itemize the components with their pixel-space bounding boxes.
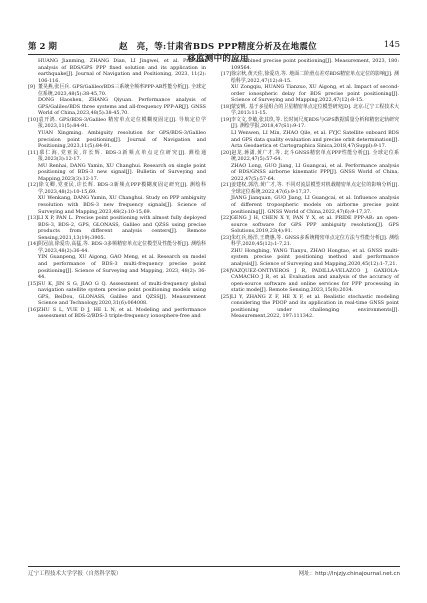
reference-text: ZHU Hongbing, YANG Tianyu, ZHAO Hongtao, et al. GNSS multi-system precise point positioning method and performance analysis[J]. Science of Surveying and Mapping,2020,45(12):1-7,21. bbox=[231, 247, 399, 267]
reference-entry bbox=[221, 235, 399, 248]
reference-text: 李文文,李敏,张其玖,等. 长时间尺度BDS与GPS数据质量分析和精密定轨研究[J]. 测绘学报,2018,47(S1):9-17. bbox=[231, 116, 399, 130]
reference-number: [23] bbox=[221, 234, 232, 241]
reference-text: DONG Haoshen, ZHANG Qiyuan. Performance analysis of GPS/Galileo/BDS three systems and all-frequency PPP-AR[J]. GNSS World of China,2023,48(5):38-45,70. bbox=[38, 97, 206, 117]
reference-text: GENG J H, CHEN X Y, PAN Y X, et al. PRIDE PPP-AR: an open-source software for GPS PPP ambiguity resolution[J]. GPS Solutions,2019,23(4):91. bbox=[231, 215, 399, 235]
reference-entry bbox=[221, 268, 399, 294]
reference-number: [16] bbox=[28, 306, 39, 313]
reference-text: HUANG Jianming, ZHANG Dian, LI Jingwei, et al. Precision analysis of BDS/GPS PPP fixed solution and its application in earthquake[J]. Journal of Navigation and Positioning, 2023, 11(2): 106-116. bbox=[38, 58, 206, 84]
reference-entry bbox=[221, 150, 399, 163]
running-title: 赵 亮，等:甘肃省BDS PPP精度分析及在地震位移监测中的应用 bbox=[119, 42, 317, 64]
reference-text: 蒙安帆. 基于多星组合的卫星精密单点定位模型研究[D]. 北京:辽宁工程技术大学,2013:11-15. bbox=[231, 103, 399, 117]
reference-text: 姜建权,郭浩,黄广才,等. 不同对流层模型对机载精密单点定位的影响分析[J]. 全球定位系统,2022,47(6):9-17,37. bbox=[231, 182, 399, 195]
reference-entry bbox=[28, 241, 206, 254]
reference-number: [17] bbox=[221, 71, 232, 78]
reference-number: [14] bbox=[28, 241, 39, 248]
reference-text: JIANG Jianquan, GUO Jiang, LI Guangcai, et al. Influence analysis of different tropospheric models on airborne precise point positioning[J]. GNSS World of China,2022,47(6):9-17,37. bbox=[231, 195, 399, 215]
reference-entry bbox=[28, 84, 206, 97]
reference-entry bbox=[28, 182, 206, 195]
reference-number: [11] bbox=[28, 149, 39, 156]
reference-text: YUAN Xingming. Ambiguity resolution for GPS/BDS-3/Galileo precision point positioning[J]. Journal of Navigation and Positioning,2023,11(5):84-91. bbox=[38, 130, 206, 150]
reference-text: 慕仁海,党亚民,许长辉. BDS-3新频点单点定位研究[J]. 测绘通报,2023(3):12-17. bbox=[38, 149, 206, 163]
reference-entry bbox=[28, 117, 206, 130]
reference-text: XU Wenkang, DANG Yamin, XU Changhui. Study on PPP ambiguity resolution with BDS-3 new frequency signals[J]. Science of Surveying and Mapping,2023,48(2):10-15,69. bbox=[38, 195, 206, 215]
reference-text: 董昊燕,张巨兵. GPS/Galileo/BDS三系统全频率PPP-AR性能分析[J]. 全球定位系统,2023,48(5):38-45,70. bbox=[38, 84, 206, 97]
reference-entry bbox=[221, 58, 399, 71]
reference-text: LI Y, ZHANG Z F, HE X F, et al. Realistic stochastic modeling considering the PDOP and its application in real-time GNSS point positioning under challenging environments[J]. Measurement,2022, 197:111342. bbox=[231, 293, 399, 320]
reference-entry bbox=[221, 117, 399, 130]
reference-number: [24] bbox=[221, 267, 232, 274]
reference-entry bbox=[28, 163, 206, 183]
reference-number: [9] bbox=[28, 84, 35, 91]
reference-entry bbox=[221, 163, 399, 183]
reference-text: 徐文卿,党亚民,许长辉. BDS-3新频点PPP模糊度固定研究[J]. 测绘科学,2023,48(2):10-15,69. bbox=[38, 182, 206, 195]
reference-text: YIN Guanpeng, XU Aigong, GAO Meng, et al. Research on model and performance of BDS-3 multi-frequency precise point positioning[J]. Science of Surveying and Mapping, 2023, 48(2): 36-44. bbox=[38, 254, 206, 281]
reference-entry bbox=[28, 281, 206, 307]
reference-text: VAZQUEZ-ONTIVEROS J R, PADILLA-VELAZCO J, GAXIOLA-CAMACHO J R, et al. Evaluation and analysis of the accuracy of open-source software and online services for PPP processing in static mode[J]. Remote Sensing,2023,15(8):2034. bbox=[231, 267, 399, 294]
reference-number: [25] bbox=[221, 293, 232, 300]
reference-entry bbox=[28, 307, 206, 320]
reference-number: [12] bbox=[28, 182, 39, 189]
reference-entry bbox=[221, 215, 399, 235]
references-left-column bbox=[28, 58, 206, 320]
reference-entry bbox=[221, 84, 399, 104]
reference-text: XU Zongqiu, HUANG Tianzuo, XU Aigong, et al. Impact of second-order ionospheric delay for BDS precise point positioning[J]. Science of Surveying and Mapping,2022,47(12):8-15. bbox=[231, 84, 399, 104]
reference-text: ZHU S L, YUE D J, HE L N, et al. Modeling and performance assessment of BDS-2/BDS-3 triple-frequency ionosphere-free and bbox=[38, 306, 206, 320]
reference-entry bbox=[28, 254, 206, 280]
reference-entry bbox=[28, 130, 206, 150]
reference-text: 赵龙,蒋潇,黄广才,等. 北斗GNSS精密单点PPP性能分析[J]. 全球定位系统,2022,47(5):57-64. bbox=[231, 149, 399, 163]
reference-text: LI Wenwen, LI Min, ZHAO Qile, et al. FYJC Satellite onboard BDS and GPS data quality evaluation and precise orbit determination[J]. Acta Geodaetica et Cartographica Sinica,2018,47(Suppl):9-17. bbox=[231, 130, 399, 150]
reference-text: SU K, JIN S G, JIAO G Q. Assessment of multi-frequency global navigation satellite system precise point positioning models using GPS, BeiDou, GLONASS, Galileo and QZSS[J]. Measurement Science and Technology,2020,31(6):064008. bbox=[38, 280, 206, 307]
reference-entry bbox=[221, 71, 399, 84]
header-rule bbox=[28, 54, 400, 55]
reference-text: ZHAO Long, GUO Jiang, LI Guangcai, et al. Performance analysis of BDS/GNSS airborne kinematic PPP[J]. GNSS World of China, 2022,47(5):57-64. bbox=[231, 162, 399, 182]
reference-entry bbox=[28, 150, 206, 163]
reference-number: [13] bbox=[28, 215, 39, 222]
references-right-column bbox=[221, 58, 399, 320]
reference-text: LI X P, PAN L. Precise point positioning with almost fully deployed BDS-3, BDS-2, GPS, GLONASS, Galileo and QZSS using precise products from different analysis centers[J]. Remote Sensing,2021,13(19):3905. bbox=[38, 215, 206, 241]
reference-text: MU Renhai, DANG Yamin, XU Changhui. Research on single point positioning of BDS-3 new signal[J]. Bulletin of Surveying and Mapping,2023(3):12-17. bbox=[38, 162, 206, 182]
reference-number: [20] bbox=[221, 149, 232, 156]
issue-label: 第 2 期 bbox=[28, 42, 57, 52]
reference-number: [21] bbox=[221, 182, 232, 189]
journal-url[interactable]: 网址：http://lnjzjy.chinajournal.net.cn bbox=[298, 571, 400, 577]
reference-entry bbox=[28, 215, 206, 241]
reference-entry bbox=[221, 294, 399, 320]
reference-entry bbox=[221, 195, 399, 215]
reference-number: [15] bbox=[28, 280, 39, 287]
reference-entry bbox=[28, 58, 206, 84]
reference-text: 徐宗秋,黄天佐,徐爱功,等. 地面二阶滑点差对BDS精密单点定位的影响[J]. 测绘科学,2022,47(12):8-15. bbox=[231, 71, 399, 84]
reference-text: 朱红兵,杨洋,王晓惠,等. GNSS多系统精密单点定位方法与性能分析[J]. 测绘科学,2020,45(12):1-7,21. bbox=[231, 234, 399, 248]
reference-entry bbox=[221, 248, 399, 268]
reference-number: [19] bbox=[221, 116, 232, 123]
reference-text: 袁开鸿. GPS/BDS-3/Galileo 精密单点定位模糊度固定[J]. 导航定位学报,2023,11(5):84-91. bbox=[38, 116, 206, 130]
reference-entry bbox=[28, 97, 206, 117]
reference-entry bbox=[221, 130, 399, 150]
reference-text: uncombined precise point positioning[J]. Measurement, 2023, 180: 109564. bbox=[231, 58, 399, 71]
reference-entry bbox=[221, 104, 399, 117]
reference-number: [10] bbox=[28, 116, 39, 123]
reference-text: 阴冠前,徐爱功,高猛,等. BDS-3多频精密单点定位模型及性能分析[J]. 测绘科学,2023,48(2):36-44. bbox=[38, 241, 206, 254]
footer-rule bbox=[28, 566, 400, 567]
reference-number: [18] bbox=[221, 103, 232, 110]
reference-entry bbox=[221, 182, 399, 195]
page-number: 145 bbox=[383, 40, 400, 50]
reference-entry bbox=[28, 195, 206, 215]
reference-number: [22] bbox=[221, 215, 232, 222]
journal-name: 辽宁工程技术大学学报（自然科学版） bbox=[28, 571, 122, 577]
